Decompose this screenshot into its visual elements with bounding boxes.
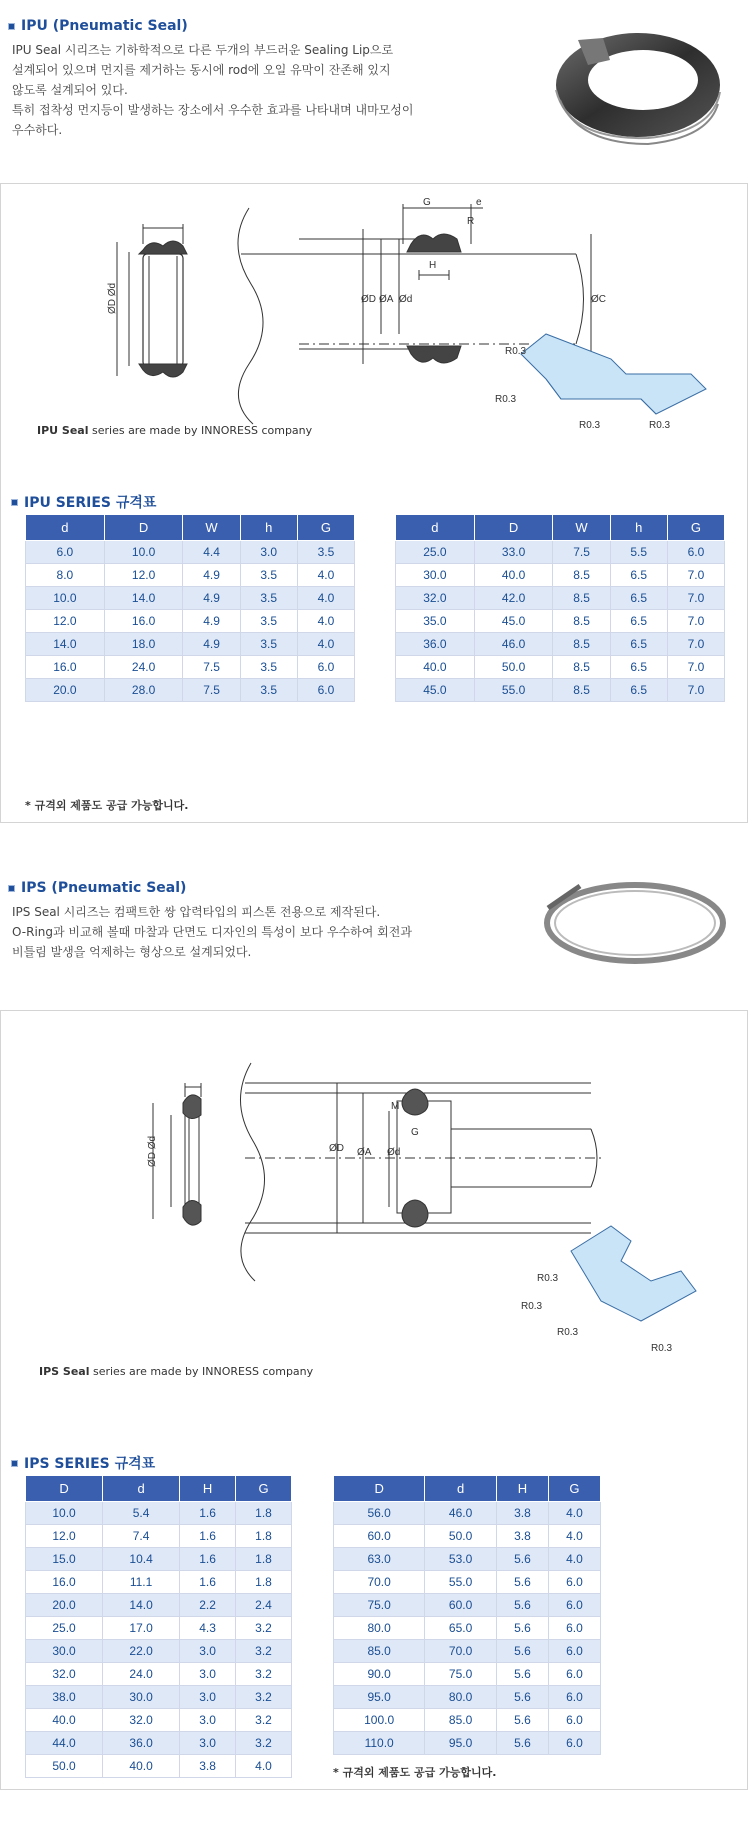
table-row	[26, 610, 355, 633]
table-cell: 4.9	[183, 564, 240, 587]
table-header-cell: D	[334, 1476, 425, 1502]
table-cell: 40.0	[26, 1709, 103, 1732]
label-r03: R0.3	[505, 346, 527, 357]
ips-table-title-text: IPS SERIES 규격표	[24, 1456, 156, 1472]
table-cell: 6.0	[297, 679, 354, 702]
table-cell: 6.5	[610, 656, 667, 679]
table-cell: 6.0	[548, 1594, 600, 1617]
table-row	[334, 1502, 601, 1525]
table-cell: 50.0	[474, 656, 553, 679]
table-cell: 8.5	[553, 564, 610, 587]
table-cell: 6.0	[548, 1732, 600, 1755]
table-header-cell: d	[396, 515, 475, 541]
table-cell: 3.0	[180, 1640, 236, 1663]
label-r03: R0.3	[495, 394, 517, 405]
table-cell: 85.0	[334, 1640, 425, 1663]
label-g: G	[423, 197, 431, 208]
table-cell: 60.0	[334, 1525, 425, 1548]
table-cell: 110.0	[334, 1732, 425, 1755]
ipu-description	[12, 40, 432, 140]
bullet-square-icon	[8, 23, 15, 30]
label-od-id: ØD Ød	[147, 1135, 158, 1167]
table-cell: 63.0	[334, 1548, 425, 1571]
table-cell: 3.2	[236, 1663, 292, 1686]
table-cell: 40.0	[474, 564, 553, 587]
table-cell: 3.0	[180, 1663, 236, 1686]
ipu-desc-line: 않도록 설계되어 있다.	[12, 83, 128, 97]
table-row	[26, 1617, 292, 1640]
label-oc: ØC	[591, 294, 606, 305]
table-cell: 46.0	[474, 633, 553, 656]
table-cell: 6.0	[548, 1686, 600, 1709]
table-cell: 80.0	[334, 1617, 425, 1640]
table-row	[334, 1617, 601, 1640]
table-row	[396, 610, 725, 633]
table-cell: 5.6	[496, 1663, 548, 1686]
table-row	[334, 1686, 601, 1709]
table-cell: 4.0	[297, 633, 354, 656]
table-cell: 7.5	[183, 656, 240, 679]
table-header-cell: G	[548, 1476, 600, 1502]
table-cell: 55.0	[474, 679, 553, 702]
ipu-spec-table-right	[395, 514, 725, 702]
table-cell: 6.0	[548, 1617, 600, 1640]
ipu-spec-table-left	[25, 514, 355, 702]
table-cell: 7.0	[667, 564, 724, 587]
table-row	[334, 1640, 601, 1663]
table-cell: 3.5	[240, 610, 297, 633]
table-row	[26, 1594, 292, 1617]
label-r03: R0.3	[579, 420, 601, 431]
table-cell: 4.0	[297, 587, 354, 610]
table-cell: 50.0	[425, 1525, 497, 1548]
table-cell: 24.0	[104, 656, 183, 679]
table-header-cell: D	[474, 515, 553, 541]
table-header-cell: d	[26, 515, 105, 541]
ipu-section-title	[8, 18, 188, 34]
table-cell: 75.0	[425, 1663, 497, 1686]
table-cell: 4.0	[236, 1755, 292, 1778]
table-cell: 1.6	[180, 1525, 236, 1548]
table-row	[26, 1709, 292, 1732]
table-cell: 36.0	[396, 633, 475, 656]
made-by-text: series are made by INNORESS company	[89, 1365, 314, 1378]
table-cell: 22.0	[103, 1640, 180, 1663]
table-row	[334, 1594, 601, 1617]
table-cell: 3.0	[180, 1686, 236, 1709]
table-cell: 95.0	[334, 1686, 425, 1709]
table-cell: 36.0	[103, 1732, 180, 1755]
table-cell: 6.0	[548, 1640, 600, 1663]
table-cell: 80.0	[425, 1686, 497, 1709]
table-cell: 35.0	[396, 610, 475, 633]
label-r03: R0.3	[537, 1273, 559, 1284]
ipu-made-by-note	[37, 424, 312, 437]
table-cell: 15.0	[26, 1548, 103, 1571]
table-cell: 6.5	[610, 633, 667, 656]
table-cell: 3.2	[236, 1709, 292, 1732]
table-cell: 1.6	[180, 1502, 236, 1525]
table-cell: 6.0	[548, 1663, 600, 1686]
table-cell: 7.0	[667, 656, 724, 679]
ips-technical-drawing	[1, 1011, 748, 1351]
table-cell: 14.0	[104, 587, 183, 610]
label-r03: R0.3	[651, 1343, 673, 1351]
ips-table-title	[11, 1453, 155, 1473]
label-m: M	[391, 1101, 400, 1112]
table-cell: 2.2	[180, 1594, 236, 1617]
table-cell: 4.9	[183, 610, 240, 633]
bullet-square-icon	[11, 1460, 18, 1467]
table-row	[26, 1525, 292, 1548]
table-cell: 95.0	[425, 1732, 497, 1755]
table-cell: 3.5	[240, 679, 297, 702]
table-row	[396, 541, 725, 564]
table-cell: 45.0	[396, 679, 475, 702]
table-cell: 2.4	[236, 1594, 292, 1617]
table-cell: 3.0	[240, 541, 297, 564]
table-cell: 70.0	[425, 1640, 497, 1663]
table-row	[334, 1525, 601, 1548]
table-cell: 5.6	[496, 1594, 548, 1617]
table-cell: 1.8	[236, 1502, 292, 1525]
ips-description	[12, 902, 432, 962]
table-row	[334, 1548, 601, 1571]
table-cell: 45.0	[474, 610, 553, 633]
table-cell: 100.0	[334, 1709, 425, 1732]
ips-made-by-note	[39, 1365, 313, 1378]
table-cell: 20.0	[26, 1594, 103, 1617]
table-cell: 7.0	[667, 633, 724, 656]
table-cell: 10.0	[26, 587, 105, 610]
table-cell: 6.5	[610, 610, 667, 633]
table-cell: 38.0	[26, 1686, 103, 1709]
table-cell: 25.0	[26, 1617, 103, 1640]
table-cell: 4.0	[297, 610, 354, 633]
table-cell: 33.0	[474, 541, 553, 564]
bullet-square-icon	[8, 885, 15, 892]
ips-spec-table-left	[25, 1475, 292, 1778]
table-header-cell: h	[610, 515, 667, 541]
label-r: R	[467, 216, 475, 227]
table-row	[396, 564, 725, 587]
table-cell: 7.5	[183, 679, 240, 702]
table-cell: 6.0	[297, 656, 354, 679]
table-cell: 3.2	[236, 1686, 292, 1709]
table-row	[334, 1732, 601, 1755]
ips-desc-line: IPS Seal 시리즈는 컴팩트한 쌍 압력타입의 피스톤 전용으로 제작된다.	[12, 905, 381, 919]
table-cell: 40.0	[103, 1755, 180, 1778]
table-row	[26, 587, 355, 610]
table-cell: 5.4	[103, 1502, 180, 1525]
table-cell: 8.5	[553, 587, 610, 610]
table-cell: 7.0	[667, 679, 724, 702]
table-cell: 3.0	[180, 1709, 236, 1732]
table-cell: 5.5	[610, 541, 667, 564]
table-header-cell: d	[425, 1476, 497, 1502]
table-row	[26, 656, 355, 679]
table-cell: 25.0	[396, 541, 475, 564]
table-cell: 7.0	[667, 610, 724, 633]
table-cell: 1.8	[236, 1525, 292, 1548]
table-cell: 30.0	[396, 564, 475, 587]
table-cell: 32.0	[26, 1663, 103, 1686]
table-header-cell: h	[240, 515, 297, 541]
table-cell: 17.0	[103, 1617, 180, 1640]
ips-title-text: IPS (Pneumatic Seal)	[21, 880, 187, 896]
label-e: e	[476, 197, 482, 208]
label-r03: R0.3	[649, 420, 671, 431]
table-cell: 14.0	[26, 633, 105, 656]
table-cell: 7.5	[553, 541, 610, 564]
table-cell: 4.0	[548, 1502, 600, 1525]
table-cell: 4.0	[548, 1548, 600, 1571]
made-by-bold: IPU Seal	[37, 424, 89, 437]
label-id: Ød	[399, 294, 413, 305]
table-cell: 1.6	[180, 1571, 236, 1594]
ipu-table-title-text: IPU SERIES 규격표	[24, 495, 157, 511]
table-cell: 56.0	[334, 1502, 425, 1525]
table-cell: 11.1	[103, 1571, 180, 1594]
table-cell: 5.6	[496, 1709, 548, 1732]
table-row	[26, 633, 355, 656]
table-cell: 42.0	[474, 587, 553, 610]
ipu-seal-product-image	[548, 20, 728, 150]
table-cell: 18.0	[104, 633, 183, 656]
table-cell: 90.0	[334, 1663, 425, 1686]
ips-section-title	[8, 880, 186, 896]
table-cell: 5.6	[496, 1617, 548, 1640]
ips-seal-product-image	[540, 878, 730, 968]
ipu-desc-line: 설계되어 있으며 먼지를 제거하는 동시에 rod에 오일 유막이 잔존해 있지	[12, 63, 391, 77]
table-cell: 16.0	[26, 656, 105, 679]
table-header-cell: G	[667, 515, 724, 541]
table-cell: 4.3	[180, 1617, 236, 1640]
table-cell: 5.6	[496, 1640, 548, 1663]
table-row	[26, 1686, 292, 1709]
table-cell: 4.4	[183, 541, 240, 564]
table-header-cell: H	[496, 1476, 548, 1502]
table-cell: 46.0	[425, 1502, 497, 1525]
table-cell: 40.0	[396, 656, 475, 679]
table-cell: 30.0	[103, 1686, 180, 1709]
table-cell: 3.5	[240, 633, 297, 656]
table-cell: 14.0	[103, 1594, 180, 1617]
table-cell: 8.5	[553, 633, 610, 656]
ipu-desc-line: 우수하다.	[12, 123, 63, 137]
table-cell: 7.4	[103, 1525, 180, 1548]
table-cell: 10.0	[104, 541, 183, 564]
ipu-title-text: IPU (Pneumatic Seal)	[21, 18, 188, 34]
table-cell: 10.4	[103, 1548, 180, 1571]
ipu-table-title	[11, 492, 156, 512]
table-cell: 65.0	[425, 1617, 497, 1640]
table-cell: 24.0	[103, 1663, 180, 1686]
table-row	[396, 679, 725, 702]
ips-footnote: * 규격외 제품도 공급 가능합니다.	[333, 1766, 497, 1779]
table-cell: 85.0	[425, 1709, 497, 1732]
table-cell: 50.0	[26, 1755, 103, 1778]
table-cell: 28.0	[104, 679, 183, 702]
label-id: Ød	[387, 1147, 401, 1158]
table-cell: 6.5	[610, 564, 667, 587]
table-row	[26, 541, 355, 564]
table-cell: 4.0	[548, 1525, 600, 1548]
table-cell: 6.0	[548, 1709, 600, 1732]
table-row	[26, 1663, 292, 1686]
table-cell: 12.0	[104, 564, 183, 587]
ips-spec-table-right	[333, 1475, 601, 1755]
table-cell: 8.5	[553, 679, 610, 702]
label-oa: ØA	[379, 294, 394, 305]
made-by-bold: IPS Seal	[39, 1365, 90, 1378]
table-row	[26, 1732, 292, 1755]
ips-desc-line: O-Ring과 비교해 볼때 마찰과 단면도 디자인의 특성이 보다 우수하여 회전과	[12, 925, 412, 939]
label-h: H	[429, 260, 437, 271]
ips-spec-panel	[0, 1010, 748, 1790]
table-cell: 5.6	[496, 1732, 548, 1755]
table-header-cell: d	[103, 1476, 180, 1502]
label-r03: R0.3	[557, 1327, 579, 1338]
table-cell: 5.6	[496, 1548, 548, 1571]
table-cell: 16.0	[104, 610, 183, 633]
table-cell: 1.8	[236, 1548, 292, 1571]
table-cell: 60.0	[425, 1594, 497, 1617]
table-row	[26, 1755, 292, 1778]
table-cell: 3.5	[240, 656, 297, 679]
table-row	[26, 679, 355, 702]
table-cell: 3.2	[236, 1732, 292, 1755]
table-header-cell: D	[104, 515, 183, 541]
table-row	[334, 1571, 601, 1594]
ipu-footnote: * 규격외 제품도 공급 가능합니다.	[25, 799, 189, 812]
table-header-cell: H	[180, 1476, 236, 1502]
table-cell: 53.0	[425, 1548, 497, 1571]
table-header-cell: D	[26, 1476, 103, 1502]
table-row	[26, 1640, 292, 1663]
ipu-desc-line: IPU Seal 시리즈는 기하학적으로 다른 두개의 부드러운 Sealing Lip으로	[12, 43, 394, 57]
label-oa: ØA	[357, 1147, 372, 1158]
table-cell: 75.0	[334, 1594, 425, 1617]
table-cell: 3.8	[496, 1525, 548, 1548]
table-cell: 4.9	[183, 587, 240, 610]
table-cell: 8.5	[553, 656, 610, 679]
table-row	[334, 1709, 601, 1732]
table-cell: 8.5	[553, 610, 610, 633]
table-row	[396, 587, 725, 610]
table-cell: 3.8	[180, 1755, 236, 1778]
label-od: ØD	[329, 1143, 344, 1154]
table-header-cell: G	[297, 515, 354, 541]
table-row	[396, 633, 725, 656]
label-r03: R0.3	[521, 1301, 543, 1312]
ipu-spec-panel	[0, 183, 748, 823]
table-cell: 3.0	[180, 1732, 236, 1755]
table-cell: 5.6	[496, 1686, 548, 1709]
table-cell: 6.0	[26, 541, 105, 564]
table-row	[26, 1548, 292, 1571]
table-cell: 30.0	[26, 1640, 103, 1663]
table-cell: 55.0	[425, 1571, 497, 1594]
table-cell: 3.2	[236, 1617, 292, 1640]
table-cell: 6.0	[667, 541, 724, 564]
made-by-text: series are made by INNORESS company	[88, 424, 313, 437]
label-g: G	[411, 1127, 419, 1138]
table-row	[26, 1571, 292, 1594]
label-od: ØD	[361, 294, 376, 305]
table-cell: 20.0	[26, 679, 105, 702]
ipu-desc-line: 특히 접착성 먼지등이 발생하는 장소에서 우수한 효과를 나타내며 내마모성이	[12, 103, 414, 117]
table-cell: 44.0	[26, 1732, 103, 1755]
table-cell: 10.0	[26, 1502, 103, 1525]
ipu-technical-drawing	[1, 184, 748, 514]
table-cell: 3.5	[240, 587, 297, 610]
table-cell: 7.0	[667, 587, 724, 610]
table-row	[26, 564, 355, 587]
table-cell: 32.0	[396, 587, 475, 610]
table-cell: 6.5	[610, 587, 667, 610]
table-row	[26, 1502, 292, 1525]
table-cell: 3.5	[297, 541, 354, 564]
table-cell: 3.8	[496, 1502, 548, 1525]
table-header-cell: W	[553, 515, 610, 541]
table-cell: 6.5	[610, 679, 667, 702]
table-row	[396, 656, 725, 679]
table-cell: 1.6	[180, 1548, 236, 1571]
table-cell: 16.0	[26, 1571, 103, 1594]
label-od-id: ØD Ød	[107, 282, 118, 314]
table-cell: 12.0	[26, 1525, 103, 1548]
table-cell: 6.0	[548, 1571, 600, 1594]
table-cell: 32.0	[103, 1709, 180, 1732]
table-cell: 1.8	[236, 1571, 292, 1594]
table-row	[334, 1663, 601, 1686]
table-cell: 70.0	[334, 1571, 425, 1594]
ips-desc-line: 비틀림 발생을 억제하는 형상으로 설계되었다.	[12, 945, 252, 959]
table-cell: 4.0	[297, 564, 354, 587]
bullet-square-icon	[11, 499, 18, 506]
table-cell: 12.0	[26, 610, 105, 633]
table-header-cell: G	[236, 1476, 292, 1502]
table-header-cell: W	[183, 515, 240, 541]
table-cell: 3.2	[236, 1640, 292, 1663]
table-cell: 3.5	[240, 564, 297, 587]
table-cell: 5.6	[496, 1571, 548, 1594]
table-cell: 8.0	[26, 564, 105, 587]
table-cell: 4.9	[183, 633, 240, 656]
